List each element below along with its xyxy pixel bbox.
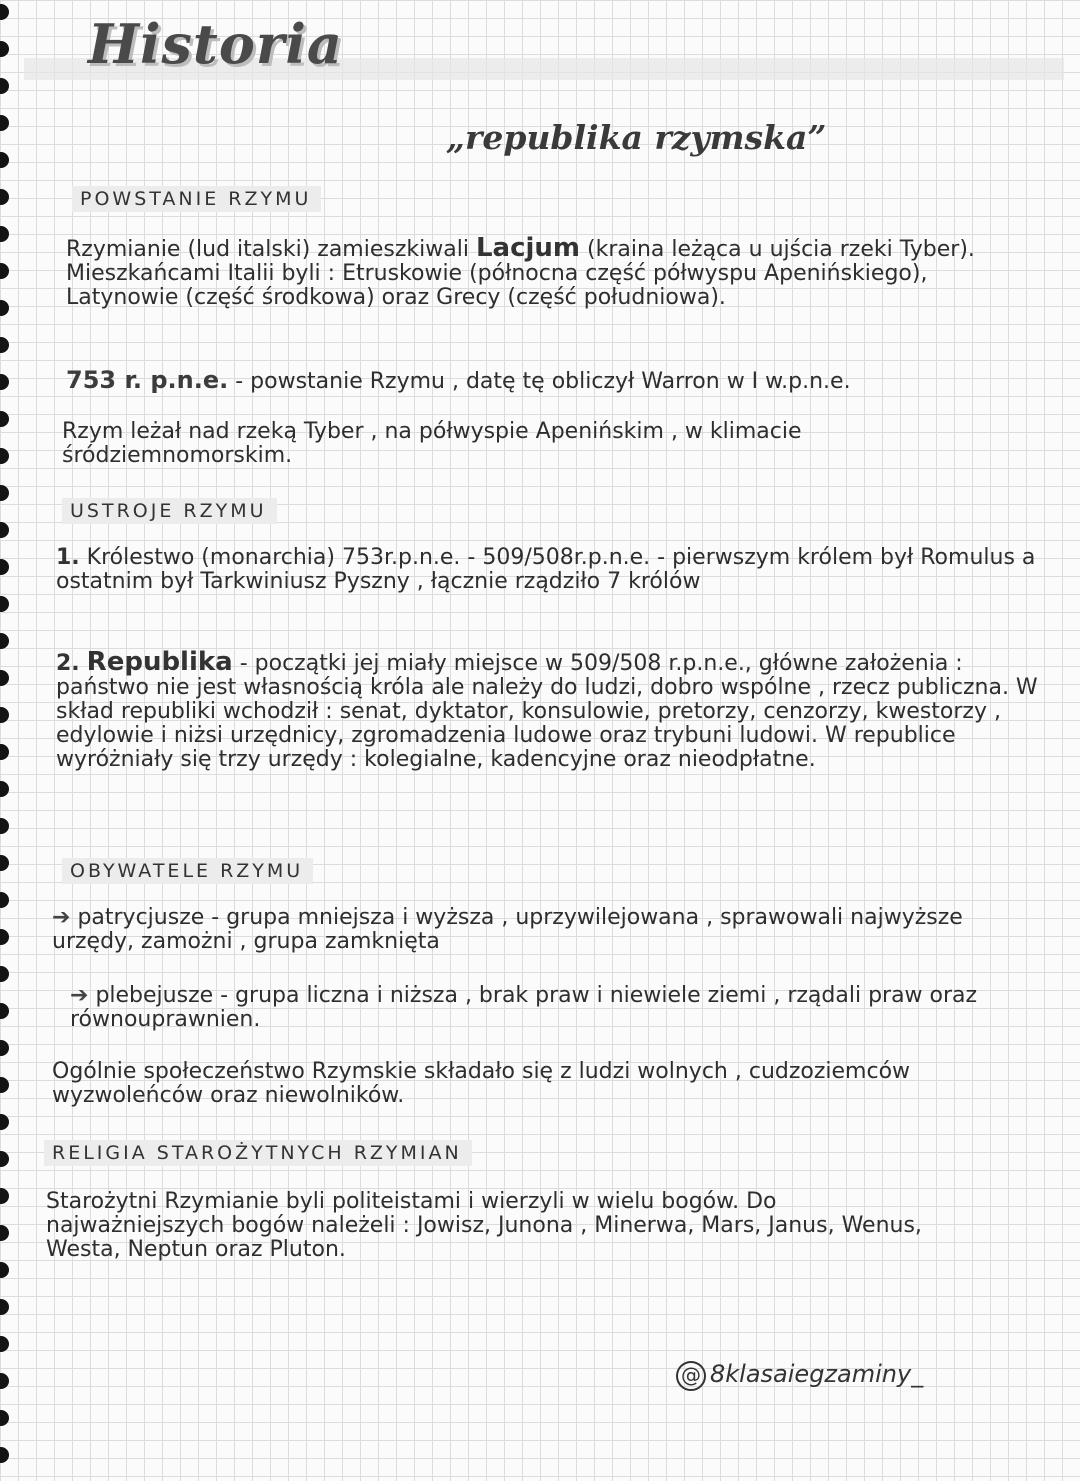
binder-hole [0, 1188, 9, 1204]
binder-hole [0, 78, 9, 94]
heading-religion: RELIGIA STAROŻYTNYCH RZYMIAN [44, 1140, 472, 1166]
page-title: Historia [88, 12, 343, 76]
binder-hole [0, 300, 9, 316]
binder-hole [0, 929, 9, 945]
binder-hole [0, 892, 9, 908]
binder-hole [0, 1151, 9, 1167]
arrow-right-icon: ➔ [52, 905, 71, 930]
binder-hole [0, 596, 9, 612]
patricians-text: patrycjusze - grupa mniejsza i wyższa , uprzywilejowana , sprawowali najwyższe urzędy, zamożni , grupa zamknięta [52, 905, 963, 954]
systems-item-1 [56, 546, 1036, 594]
binder-hole [0, 781, 9, 797]
page-subtitle: „republika rzymska” [446, 118, 827, 157]
binder-hole [0, 1114, 9, 1130]
citizens-item-patricians [52, 906, 1012, 954]
binder-hole [0, 522, 9, 538]
date-description: - powstanie Rzymu , datę tę obliczył Warron w I w.p.n.e. [235, 369, 851, 394]
binder-hole [0, 1447, 9, 1463]
binder-hole [0, 1262, 9, 1278]
founding-date-line [66, 368, 1066, 394]
binder-hole [0, 4, 9, 20]
binder-hole [0, 1040, 9, 1056]
author-handle: 8klasaiegzaminy_ [710, 1360, 924, 1388]
republic-text: - początki jej miały miejsce w 509/508 r.p.n.e., główne założenia : państwo nie jest własnością króla ale należy do ludzi, dobro wspólne , rzecz publiczna. W skład republiki wchodził : senat, dyktator, konsulowie, pretorzy, cenzorzy, kwestorzy , edylowie i niżsi urzędnicy, zgromadzenia ludowe oraz trybuni ludowi. W republice wyróżniały się trzy urzędy : kolegialne, kadencyjne oraz nieodpłatne. [56, 651, 1038, 772]
heading-systems: USTROJE RZYMU [62, 498, 277, 524]
binder-hole [0, 1299, 9, 1315]
author-credit [676, 1360, 923, 1391]
binder-hole [0, 1410, 9, 1426]
binder-hole [0, 707, 9, 723]
binder-hole [0, 448, 9, 464]
item-number-2: 2. [56, 651, 80, 676]
item-number-1: 1. [56, 545, 80, 570]
binder-hole [0, 1225, 9, 1241]
binder-hole [0, 670, 9, 686]
heading-citizens: OBYWATELE RZYMU [62, 858, 313, 884]
binder-hole [0, 966, 9, 982]
binder-hole [0, 411, 9, 427]
binder-hole [0, 263, 9, 279]
binder-hole [0, 226, 9, 242]
binder-holes [0, 0, 16, 1481]
citizens-item-plebeians [70, 984, 990, 1032]
binder-hole [0, 633, 9, 649]
binder-hole [0, 152, 9, 168]
binder-hole [0, 744, 9, 760]
founding-text-a: Rzymianie (lud italski) zamieszkiwali [66, 237, 469, 262]
religion-paragraph: Starożytni Rzymianie byli politeistami i wierzyli w wielu bogów. Do najważniejszych bogów należeli : Jowisz, Junona , Minerwa, Mars, Janus, Wenus, Westa, Neptun oraz Pluton. [46, 1189, 922, 1262]
systems-item-2 [56, 647, 1046, 772]
binder-hole [0, 855, 9, 871]
founding-text-b: (kraina leżąca u ujścia rzeki Tyber). Mieszkańcami Italii byli : Etruskowie (północna część półwyspu Apenińskiego), Latynowie (część środkowa) oraz Grecy (część południowa). [66, 237, 975, 310]
heading-founding: POWSTANIE RZYMU [72, 186, 321, 212]
founding-paragraph-1 [66, 233, 1026, 310]
binder-hole [0, 189, 9, 205]
at-icon: @ [676, 1361, 706, 1391]
binder-hole [0, 818, 9, 834]
key-term-republika: Republika [86, 647, 233, 677]
citizens-paragraph: Ogólnie społeczeństwo Rzymskie składało się z ludzi wolnych , cudzoziemców wyzwoleńców oraz niewolników. [52, 1059, 911, 1108]
key-term-lacjum: Lacjum [475, 233, 580, 263]
binder-hole [0, 41, 9, 57]
plebeians-text: plebejusze - grupa liczna i niższa , brak praw i niewiele ziemi , rządali praw oraz równouprawnien. [70, 983, 978, 1032]
arrow-right-icon: ➔ [70, 983, 89, 1008]
binder-hole [0, 374, 9, 390]
binder-hole [0, 1003, 9, 1019]
date-key-753: 753 r. p.n.e. [66, 366, 229, 394]
binder-hole [0, 1373, 9, 1389]
binder-hole [0, 115, 9, 131]
binder-hole [0, 485, 9, 501]
binder-hole [0, 1077, 9, 1093]
binder-hole [0, 1336, 9, 1352]
binder-hole [0, 559, 9, 575]
monarchy-text: Królestwo (monarchia) 753r.p.n.e. - 509/508r.p.n.e. - pierwszym królem był Romulus a ostatnim był Tarkwiniusz Pyszny , łącznie rządziło 7 królów [56, 545, 1036, 594]
binder-hole [0, 337, 9, 353]
founding-paragraph-3: Rzym leżał nad rzeką Tyber , na półwyspie Apenińskim , w klimacie śródziemnomorskim. [62, 419, 802, 468]
